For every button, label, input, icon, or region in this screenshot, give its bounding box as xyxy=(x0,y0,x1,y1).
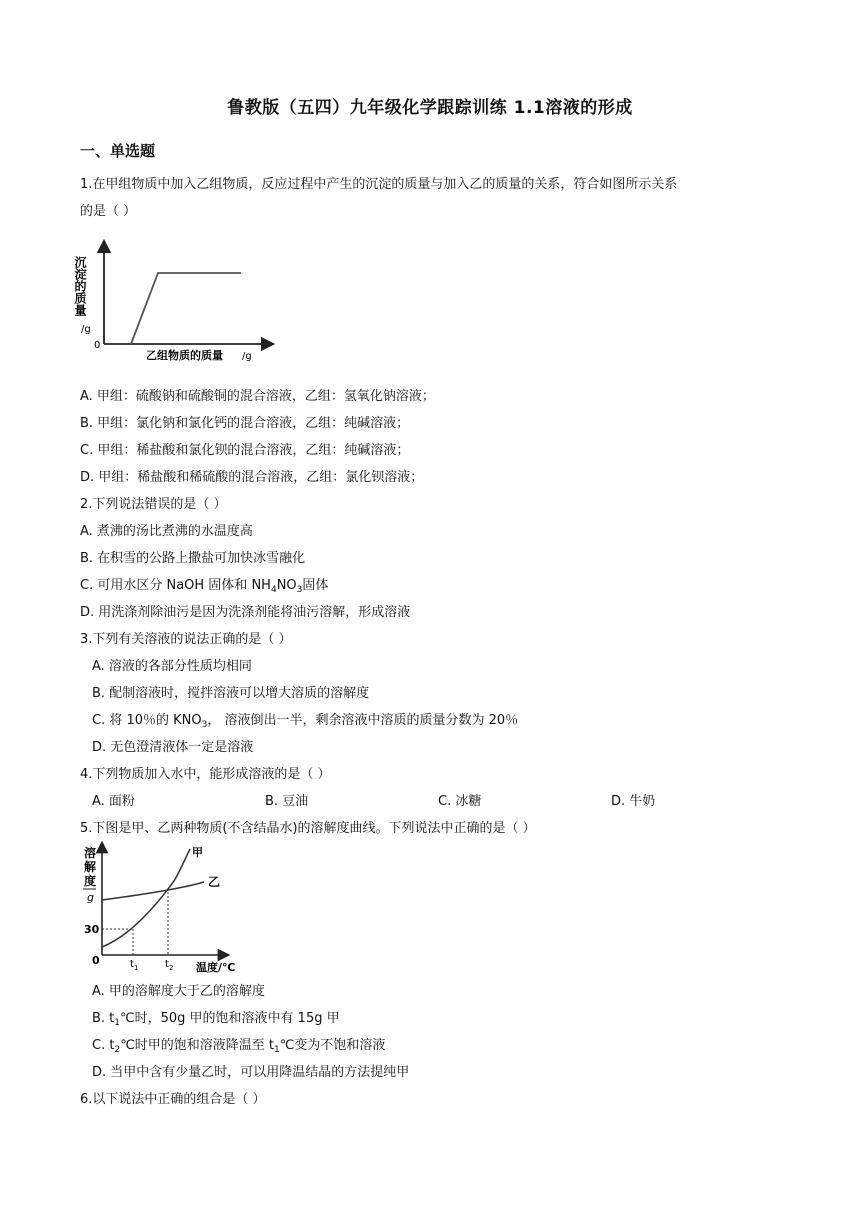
q1-xlabel: 乙组物质的质量 xyxy=(146,349,223,362)
q5-xlabel: 温度/℃ xyxy=(196,961,236,974)
q1-option-a: A. 甲组：硫酸钠和硫酸铜的混合溶液，乙组：氢氧化钠溶液； xyxy=(80,389,435,404)
q5-option-a: A. 甲的溶解度大于乙的溶解度 xyxy=(92,984,265,999)
q5-solubility-graph xyxy=(80,843,250,973)
q5-option-b: B. $t_1℃$时，50g 甲的饱和溶液中有 15g 甲 xyxy=(92,1011,340,1028)
q5-yunit: g xyxy=(87,891,94,904)
q3-option-d: D. 无色澄清液体一定是溶液 xyxy=(92,740,254,755)
q4-option-b: B. 豆油 xyxy=(265,794,309,809)
q2-stem: 2.下列说法错误的是（ ） xyxy=(80,497,227,512)
q2-option-b: B. 在积雪的公路上撒盐可加快冰雪融化 xyxy=(80,551,306,566)
q4-option-c: C. 冰糖 xyxy=(438,794,482,809)
section-heading: 一、单选题 xyxy=(80,142,156,160)
q3-stem: 3.下列有关溶液的说法正确的是（ ） xyxy=(80,632,292,647)
q5-label-yi: 乙 xyxy=(208,875,221,889)
q2-option-c: C. 可用水区分 NaOH 固体和 $NH_4NO_3$固体 xyxy=(80,578,329,595)
q1-option-d: D. 甲组：稀盐酸和稀硫酸的混合溶液，乙组：氯化钡溶液； xyxy=(80,470,424,485)
q2-option-d: D. 用洗涤剂除油污是因为洗涤剂能将油污溶解，形成溶液 xyxy=(80,605,411,620)
q5-label-jia: 甲 xyxy=(192,846,203,859)
q5-ylabel-1: 溶 xyxy=(84,846,97,860)
q5-curve-yi xyxy=(102,882,204,900)
q5-t1: t xyxy=(130,959,134,970)
q1-yunit: /g xyxy=(81,324,91,335)
page-title: 鲁教版（五四）九年级化学跟踪训练 1.1溶液的形成 xyxy=(227,98,633,118)
q1-ylabel: 沉淀的质量 xyxy=(73,256,87,316)
q1-origin: 0 xyxy=(94,340,101,351)
q4-stem: 4.下列物质加入水中，能形成溶液的是（ ） xyxy=(80,767,331,782)
q1-stem-line1: 1.在甲组物质中加入乙组物质，反应过程中产生的沉淀的质量与加入乙的质量的关系，符合如图所示关系 xyxy=(80,177,678,192)
q5-y30: 30 xyxy=(84,923,100,936)
svg-text:1: 1 xyxy=(134,964,139,972)
q4-option-d: D. 牛奶 xyxy=(611,794,656,809)
q6-stem: 6.以下说法中正确的组合是（ ） xyxy=(80,1092,266,1107)
q5-option-c: C. $t_2℃$时甲的饱和溶液降温至 $t_1℃$变为不饱和溶液 xyxy=(92,1038,386,1055)
q5-ylabel-2: 解 xyxy=(84,860,97,874)
q1-xunit: /g xyxy=(242,351,252,362)
q5-t2: t xyxy=(165,959,169,970)
q1-option-b: B. 甲组：氯化钠和氯化钙的混合溶液，乙组：纯碱溶液； xyxy=(80,416,410,431)
q3-option-c: C. 将 10％的 $KNO_3$， 溶液倒出一半，剩余溶液中溶质的质量分数为 20％ xyxy=(92,713,519,730)
q3-option-b: B. 配制溶液时，搅拌溶液可以增大溶质的溶解度 xyxy=(92,686,370,701)
q5-stem: 5.下图是甲、乙两种物质(不含结晶水)的溶解度曲线。下列说法中正确的是（ ） xyxy=(80,821,536,836)
q1-precipitate-graph xyxy=(73,240,276,365)
q3-option-a: A. 溶液的各部分性质均相同 xyxy=(92,659,252,674)
q1-curve xyxy=(131,273,241,344)
q5-option-d: D. 当甲中含有少量乙时，可以用降温结晶的方法提纯甲 xyxy=(92,1065,410,1080)
q1-stem-line2: 的是（ ） xyxy=(80,204,137,219)
q2-option-a: A. 煮沸的汤比煮沸的水温度高 xyxy=(80,524,253,539)
q1-option-c: C. 甲组：稀盐酸和氯化钡的混合溶液，乙组：纯碱溶液； xyxy=(80,443,410,458)
q5-ylabel-3: 度 xyxy=(84,874,97,888)
q4-option-a: A. 面粉 xyxy=(92,794,135,809)
q5-origin: 0 xyxy=(92,954,100,967)
svg-text:2: 2 xyxy=(169,964,174,972)
